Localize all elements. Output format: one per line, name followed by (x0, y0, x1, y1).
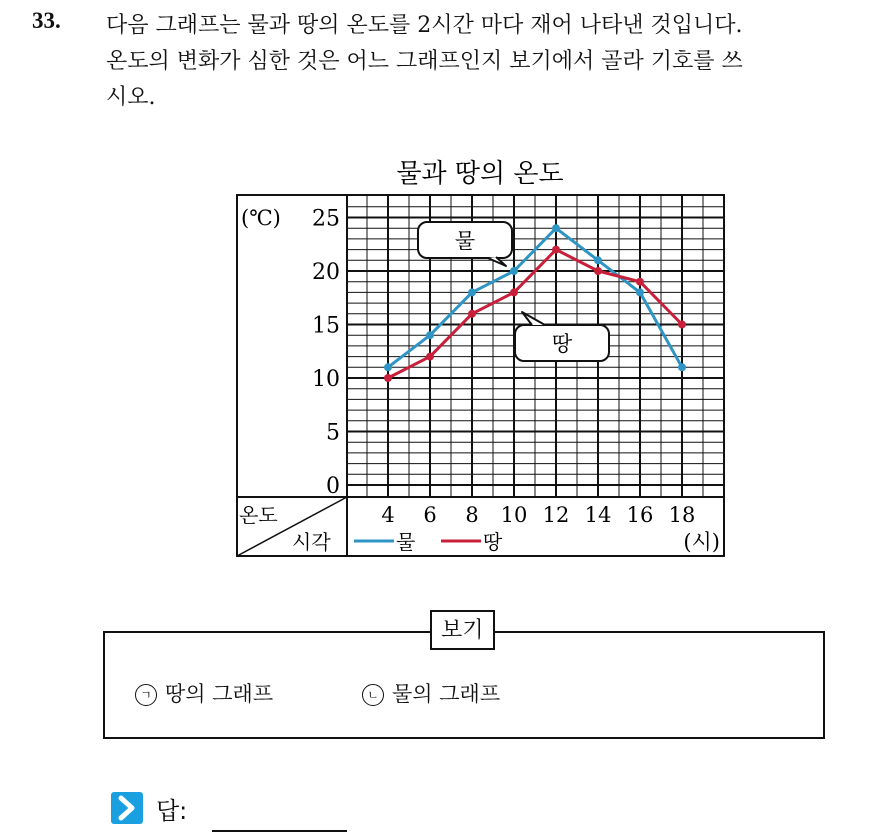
data-point (594, 267, 602, 275)
callout-label: 물 (454, 229, 476, 253)
data-point (678, 321, 686, 329)
x-tick-label: 14 (584, 503, 612, 527)
y-tick-label: 20 (312, 260, 340, 285)
option-symbol: ㄴ (362, 684, 384, 706)
x-tick-label: 16 (626, 503, 654, 527)
answer-label: 답: (156, 797, 188, 825)
question-line: 다음 그래프는 물과 땅의 온도를 2시간 마다 재어 나타낸 것입니다. (106, 13, 743, 38)
data-point (384, 363, 392, 371)
data-point (384, 374, 392, 382)
option-text: 물의 그래프 (392, 682, 501, 706)
data-point (426, 353, 434, 361)
question-line: 시오. (106, 85, 156, 110)
y-unit-label: (℃) (241, 206, 281, 230)
data-point (510, 267, 518, 275)
data-point (678, 363, 686, 371)
data-point (636, 288, 644, 296)
x-tick-label: 6 (423, 503, 437, 527)
x-tick-label: 8 (465, 503, 479, 527)
data-point (594, 256, 602, 264)
legend-label: 물 (396, 530, 416, 554)
option-a (135, 678, 273, 708)
data-point (636, 278, 644, 286)
question-number: 33. (32, 8, 61, 33)
x-unit-label: (시) (683, 530, 720, 554)
data-point (552, 246, 560, 254)
y-tick-label: 15 (312, 313, 340, 339)
data-point (468, 288, 476, 296)
chart-title: 물과 땅의 온도 (396, 159, 564, 189)
corner-bottom-label: 시각 (292, 530, 331, 554)
data-point (510, 288, 518, 296)
options-box-title: 보기 (430, 610, 495, 650)
x-tick-label: 18 (668, 503, 696, 527)
question-line: 온도의 변화가 심한 것은 어느 그래프인지 보기에서 골라 기호를 쓰 (106, 49, 743, 74)
x-tick-label: 12 (542, 503, 570, 527)
y-tick-label: 0 (326, 474, 340, 499)
answer-blank[interactable] (212, 830, 347, 832)
y-tick-label: 25 (312, 206, 340, 232)
data-point (468, 310, 476, 318)
option-b (362, 678, 500, 708)
corner-top-label: 온도 (239, 503, 278, 527)
y-tick-label: 5 (326, 420, 340, 446)
callout-label: 땅 (551, 332, 573, 356)
y-tick-label: 10 (312, 367, 340, 392)
option-symbol: ㄱ (135, 684, 157, 706)
legend-label: 땅 (483, 530, 503, 554)
chevron-right-icon (111, 792, 143, 824)
option-text: 땅의 그래프 (165, 682, 274, 706)
x-tick-label: 4 (381, 503, 395, 527)
x-tick-label: 10 (500, 503, 528, 527)
data-point (552, 224, 560, 232)
data-point (426, 331, 434, 339)
